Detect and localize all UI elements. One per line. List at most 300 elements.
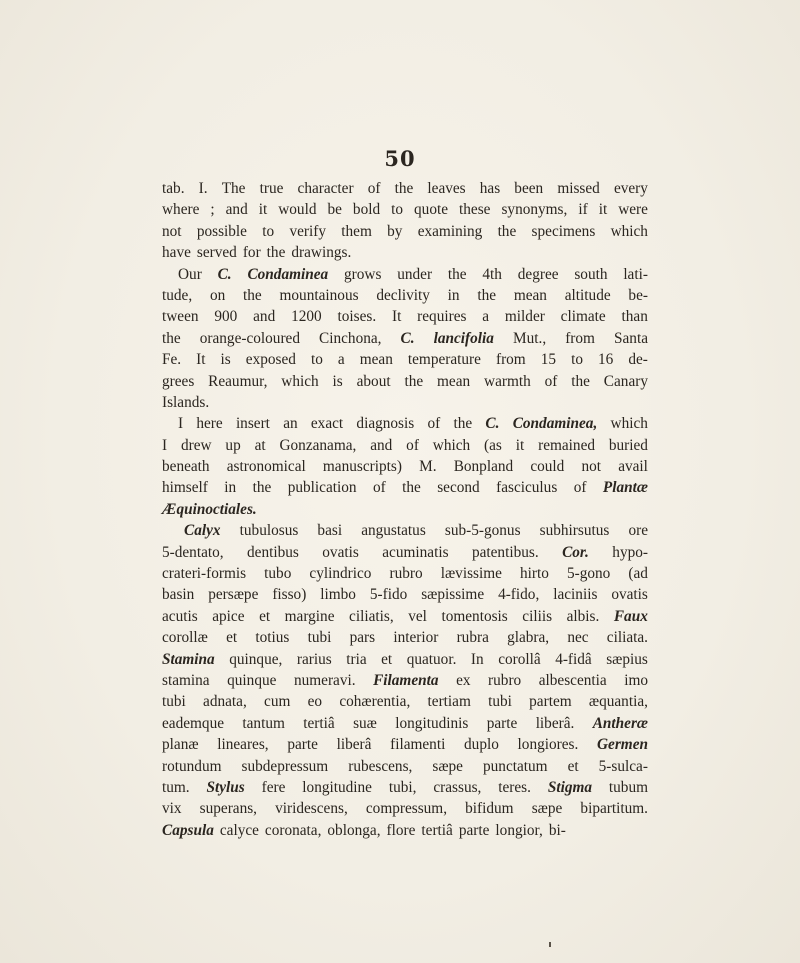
word: himself bbox=[162, 479, 208, 497]
word: æquantia, bbox=[588, 693, 648, 711]
word: rarius bbox=[296, 650, 332, 668]
word: (ad bbox=[628, 565, 648, 583]
word: been bbox=[514, 180, 544, 197]
word: warmth bbox=[484, 372, 531, 390]
word: liberâ bbox=[336, 736, 372, 754]
word: margine bbox=[284, 607, 335, 625]
word: et bbox=[567, 757, 579, 775]
paragraph bbox=[162, 520, 648, 841]
word: vel bbox=[408, 607, 427, 625]
word: to bbox=[262, 222, 275, 240]
word: teres. bbox=[498, 778, 531, 796]
word: corollâ bbox=[498, 650, 541, 668]
word: quinque, bbox=[229, 650, 283, 668]
word: 5-sulca- bbox=[598, 757, 648, 775]
word: at bbox=[254, 436, 266, 454]
word: by bbox=[387, 222, 403, 240]
word: tum. bbox=[162, 778, 190, 796]
word: compressum, bbox=[365, 800, 448, 818]
word: and bbox=[253, 308, 276, 326]
word: and bbox=[225, 201, 248, 219]
text-line bbox=[162, 691, 648, 712]
word: it bbox=[258, 201, 268, 219]
word: 5-fido bbox=[369, 586, 408, 604]
word: et bbox=[381, 650, 393, 668]
word: tertiâ bbox=[421, 821, 453, 839]
word: the bbox=[404, 372, 424, 390]
text-line bbox=[162, 649, 648, 670]
word: subhirsutus bbox=[539, 522, 610, 540]
word: of bbox=[367, 180, 381, 197]
text-line bbox=[162, 713, 648, 734]
word: 1200 bbox=[291, 308, 322, 326]
text-line bbox=[162, 328, 648, 349]
text-line bbox=[162, 221, 648, 242]
word: could bbox=[530, 458, 565, 476]
word: of bbox=[544, 372, 558, 390]
text-line bbox=[162, 606, 648, 627]
word: bi- bbox=[548, 821, 566, 839]
paragraph bbox=[162, 264, 648, 414]
word: to bbox=[571, 351, 583, 369]
word: of bbox=[372, 479, 386, 497]
word: tantum bbox=[242, 714, 285, 732]
word: tubo bbox=[264, 565, 292, 583]
word: Stamina bbox=[162, 650, 215, 668]
text-line bbox=[162, 798, 648, 819]
word: exposed bbox=[245, 351, 296, 369]
paragraph bbox=[162, 413, 648, 520]
word: tubi, bbox=[388, 778, 417, 796]
word: eo bbox=[307, 693, 323, 711]
text-line bbox=[162, 627, 648, 648]
word: the bbox=[477, 286, 497, 304]
text-line bbox=[162, 563, 648, 584]
word: manuscripts) bbox=[322, 458, 402, 476]
text-line bbox=[162, 756, 648, 777]
word: subdepressum bbox=[241, 757, 329, 775]
text-line bbox=[162, 820, 648, 841]
word: sæpe bbox=[531, 800, 563, 818]
word: Stigma bbox=[547, 778, 593, 796]
word: requires bbox=[417, 308, 467, 326]
word: of bbox=[406, 436, 419, 454]
word: tubi bbox=[162, 693, 186, 711]
word: acuminatis bbox=[382, 543, 449, 561]
word: laciniis bbox=[553, 586, 598, 604]
word: in bbox=[447, 286, 460, 304]
word: oblonga, bbox=[327, 821, 381, 839]
word: beneath bbox=[162, 458, 210, 476]
word: the bbox=[243, 286, 262, 304]
word: cylindrico bbox=[309, 565, 372, 583]
word: here bbox=[196, 415, 223, 433]
word: Condaminea, bbox=[512, 415, 598, 433]
word: south bbox=[574, 265, 608, 283]
word: tomentosis bbox=[441, 607, 508, 625]
word: 900 bbox=[214, 308, 238, 326]
word: eademque bbox=[162, 714, 225, 732]
word: rubra bbox=[456, 629, 489, 647]
word: where bbox=[162, 201, 200, 219]
word: Cinchona, bbox=[319, 329, 382, 347]
word: from bbox=[565, 329, 595, 347]
word: which bbox=[610, 222, 648, 240]
word: it bbox=[598, 201, 608, 219]
word: a bbox=[337, 351, 345, 369]
word: the bbox=[402, 479, 421, 497]
word: the bbox=[266, 244, 286, 262]
word: is bbox=[332, 372, 343, 390]
word: Antheræ bbox=[592, 714, 648, 732]
word: from bbox=[495, 351, 526, 369]
word: mean bbox=[437, 372, 471, 390]
word: have bbox=[162, 244, 191, 262]
word: a bbox=[482, 308, 490, 326]
word: basin bbox=[162, 586, 195, 604]
word: 4th bbox=[482, 265, 502, 283]
text-line bbox=[162, 371, 648, 392]
word: partem bbox=[529, 693, 572, 711]
word: to bbox=[391, 201, 404, 219]
word: apice bbox=[212, 607, 245, 625]
word: de- bbox=[628, 351, 648, 369]
word: an bbox=[283, 415, 298, 433]
word: up bbox=[225, 436, 241, 454]
word: interior bbox=[393, 629, 439, 647]
word: Canary bbox=[603, 372, 648, 390]
word: altitude bbox=[564, 286, 611, 304]
word: superans, bbox=[199, 800, 258, 818]
word: Plantæ bbox=[602, 479, 648, 497]
word: and bbox=[370, 436, 393, 454]
word: ciliatis, bbox=[349, 607, 394, 625]
text-line bbox=[162, 477, 648, 498]
word: ciliata. bbox=[606, 629, 648, 647]
text-line bbox=[162, 435, 648, 456]
word: degree bbox=[517, 265, 559, 283]
word: them bbox=[341, 222, 372, 240]
text-line bbox=[162, 178, 648, 199]
word: albis. bbox=[566, 607, 600, 625]
word: these bbox=[459, 201, 491, 219]
word: grees bbox=[162, 372, 195, 390]
word: for bbox=[242, 244, 261, 262]
word: specimens bbox=[531, 222, 596, 240]
word: ex bbox=[456, 671, 471, 689]
word: sæpius bbox=[606, 650, 648, 668]
word: synonyms, bbox=[501, 201, 568, 219]
word: sub-5-gonus bbox=[444, 522, 521, 540]
word: bipartitum. bbox=[580, 800, 648, 818]
word: Islands. bbox=[162, 393, 210, 411]
word: tude, bbox=[162, 286, 193, 304]
word: remained bbox=[538, 436, 596, 454]
word: It bbox=[196, 351, 206, 369]
text-line bbox=[162, 734, 648, 755]
word: leaves bbox=[427, 180, 466, 197]
word: 5-dentato, bbox=[162, 543, 224, 561]
text-line bbox=[162, 777, 648, 798]
word: Æquinoctiales. bbox=[162, 500, 257, 518]
word: glabra, bbox=[507, 629, 550, 647]
word: patentibus. bbox=[471, 543, 539, 561]
word: punctatum bbox=[483, 757, 548, 775]
word: true bbox=[259, 180, 284, 197]
word: tab. bbox=[162, 180, 185, 197]
word: be- bbox=[628, 286, 648, 304]
word: quinque bbox=[227, 671, 277, 689]
word: it bbox=[515, 436, 525, 454]
word: nec bbox=[567, 629, 589, 647]
word: climate bbox=[560, 308, 606, 326]
word: declivity bbox=[376, 286, 430, 304]
word: longitudine bbox=[302, 778, 372, 796]
word: every bbox=[613, 180, 648, 197]
word: be bbox=[327, 201, 342, 219]
word: milder bbox=[504, 308, 545, 326]
word: lævissime bbox=[440, 565, 502, 583]
word: bold bbox=[352, 201, 381, 219]
text-line bbox=[162, 306, 648, 327]
text-line bbox=[162, 349, 648, 370]
word: albescentia bbox=[538, 671, 607, 689]
word: about bbox=[356, 372, 391, 390]
word: which bbox=[432, 436, 471, 454]
word: ciliis bbox=[522, 607, 553, 625]
word: 4-fido, bbox=[498, 586, 540, 604]
word: planæ bbox=[162, 736, 199, 754]
word: in bbox=[224, 479, 237, 497]
word: C. bbox=[400, 329, 415, 347]
word: lati- bbox=[623, 265, 648, 283]
word: drawings. bbox=[291, 244, 352, 262]
word: ovatis bbox=[611, 586, 648, 604]
word: (as bbox=[484, 436, 502, 454]
word: longior, bbox=[495, 821, 543, 839]
word: astronomical bbox=[226, 458, 306, 476]
word: liberâ. bbox=[535, 714, 575, 732]
word: 4-fidâ bbox=[555, 650, 592, 668]
word: crassus, bbox=[433, 778, 482, 796]
word: avail bbox=[618, 458, 648, 476]
text-line bbox=[162, 670, 648, 691]
text-line bbox=[162, 392, 648, 413]
text-line bbox=[162, 264, 648, 285]
word: 15 bbox=[540, 351, 557, 369]
word: crateri-formis bbox=[162, 565, 247, 583]
word: character bbox=[297, 180, 354, 197]
word: vix bbox=[162, 800, 182, 818]
text-line bbox=[162, 584, 648, 605]
word: rubescens, bbox=[348, 757, 413, 775]
word: is bbox=[220, 351, 231, 369]
word: examining bbox=[417, 222, 483, 240]
word: Reaumur, bbox=[208, 372, 268, 390]
word: angustatus bbox=[361, 522, 426, 540]
word: missed bbox=[557, 180, 600, 197]
word: sæpe bbox=[432, 757, 463, 775]
word: I. bbox=[198, 180, 208, 197]
word: not bbox=[581, 458, 602, 476]
word: publication bbox=[287, 479, 357, 497]
word: than bbox=[621, 308, 648, 326]
word: acutis bbox=[162, 607, 198, 625]
word: filamenti bbox=[390, 736, 446, 754]
word: of bbox=[573, 479, 587, 497]
word: were bbox=[618, 201, 648, 219]
word: the bbox=[162, 329, 181, 347]
word: quote bbox=[414, 201, 449, 219]
word: would bbox=[278, 201, 317, 219]
word: buried bbox=[608, 436, 648, 454]
paragraph bbox=[162, 178, 648, 264]
word: grows bbox=[344, 265, 382, 283]
word: of bbox=[427, 415, 441, 433]
word: Fe. bbox=[162, 351, 182, 369]
word: limbo bbox=[320, 586, 356, 604]
word: tubum bbox=[608, 778, 648, 796]
word: the bbox=[497, 222, 517, 240]
word: Stylus bbox=[206, 778, 245, 796]
word: In bbox=[470, 650, 484, 668]
word: parte bbox=[486, 714, 518, 732]
word: cohærentia, bbox=[339, 693, 411, 711]
word: 16 bbox=[598, 351, 614, 369]
word: cum bbox=[264, 693, 291, 711]
word: the bbox=[394, 180, 414, 197]
text-line bbox=[162, 542, 648, 563]
word: longitudinis bbox=[395, 714, 469, 732]
text-line bbox=[162, 413, 648, 434]
word: The bbox=[221, 180, 246, 197]
word: quatuor. bbox=[406, 650, 457, 668]
word: numeravi. bbox=[293, 671, 356, 689]
word: persæpe bbox=[208, 586, 259, 604]
body-text bbox=[162, 178, 648, 841]
word: Santa bbox=[614, 329, 648, 347]
word: served bbox=[196, 244, 237, 262]
word: possible bbox=[196, 222, 247, 240]
word: longiores. bbox=[517, 736, 579, 754]
word: fere bbox=[261, 778, 286, 796]
word: tubi bbox=[488, 693, 512, 711]
word: not bbox=[162, 222, 182, 240]
text-line bbox=[162, 499, 648, 520]
word: Gonzanama, bbox=[279, 436, 357, 454]
word: tertiam bbox=[427, 693, 471, 711]
word: I bbox=[162, 436, 168, 454]
word: exact bbox=[310, 415, 344, 433]
word: 5-gono bbox=[566, 565, 611, 583]
word: coronata, bbox=[264, 821, 322, 839]
word: rubro bbox=[389, 565, 423, 583]
word: tertiâ bbox=[303, 714, 335, 732]
word: the bbox=[453, 415, 473, 433]
word: mean bbox=[513, 286, 547, 304]
word: Bonpland bbox=[453, 458, 514, 476]
word: on bbox=[209, 286, 226, 304]
page-number: 50 bbox=[384, 146, 416, 171]
text-line bbox=[162, 520, 648, 541]
word: under bbox=[397, 265, 433, 283]
word: viridescens, bbox=[275, 800, 348, 818]
text-line bbox=[162, 199, 648, 220]
word: corollæ bbox=[162, 629, 208, 647]
word: Faux bbox=[613, 607, 648, 625]
word: tubulosus bbox=[239, 522, 299, 540]
word: toises. bbox=[337, 308, 377, 326]
word: fasciculus bbox=[496, 479, 558, 497]
word: tubi bbox=[307, 629, 332, 647]
word: totius bbox=[255, 629, 290, 647]
word: et bbox=[259, 607, 271, 625]
word: drew bbox=[180, 436, 212, 454]
word: Mut., bbox=[513, 329, 547, 347]
word: ovatis bbox=[322, 543, 359, 561]
word: temperature bbox=[407, 351, 481, 369]
word: verify bbox=[289, 222, 326, 240]
word: duplo bbox=[464, 736, 499, 754]
word: fisso) bbox=[272, 586, 307, 604]
word: to bbox=[310, 351, 323, 369]
word: insert bbox=[235, 415, 270, 433]
word: Capsula bbox=[162, 821, 214, 839]
word: adnata, bbox=[203, 693, 247, 711]
word: rotundum bbox=[162, 757, 222, 775]
text-line bbox=[162, 285, 648, 306]
word: bifidum bbox=[465, 800, 514, 818]
word: Calyx bbox=[184, 522, 221, 540]
word: Our bbox=[178, 265, 202, 283]
word: stamina bbox=[162, 671, 210, 689]
word: which bbox=[610, 415, 648, 433]
word: hirto bbox=[519, 565, 549, 583]
word: diagnosis bbox=[356, 415, 415, 433]
word: mountainous bbox=[279, 286, 359, 304]
word: the bbox=[571, 372, 590, 390]
word: has bbox=[479, 180, 501, 197]
word: calyce bbox=[219, 821, 259, 839]
word: I bbox=[178, 415, 184, 433]
word: Filamenta bbox=[373, 671, 439, 689]
word: tween bbox=[162, 308, 199, 326]
word: suæ bbox=[353, 714, 377, 732]
word: ; bbox=[210, 201, 215, 219]
word: Condaminea bbox=[247, 265, 329, 283]
word: pars bbox=[349, 629, 376, 647]
word: the bbox=[447, 265, 467, 283]
word: imo bbox=[624, 671, 648, 689]
word: sæpissime bbox=[421, 586, 485, 604]
word: orange-coloured bbox=[199, 329, 300, 347]
word: dentibus bbox=[247, 543, 299, 561]
word: Germen bbox=[597, 736, 648, 754]
word: M. bbox=[419, 458, 437, 476]
word: flore bbox=[386, 821, 416, 839]
word: parte bbox=[287, 736, 318, 754]
word: hypo- bbox=[612, 543, 648, 561]
word: C. bbox=[485, 415, 500, 433]
word: Cor. bbox=[562, 543, 589, 561]
word: C. bbox=[217, 265, 232, 283]
word: et bbox=[226, 629, 238, 647]
word: tria bbox=[346, 650, 367, 668]
word: It bbox=[391, 308, 402, 326]
word: mean bbox=[359, 351, 393, 369]
ink-speck bbox=[549, 942, 551, 947]
text-line bbox=[162, 242, 648, 263]
